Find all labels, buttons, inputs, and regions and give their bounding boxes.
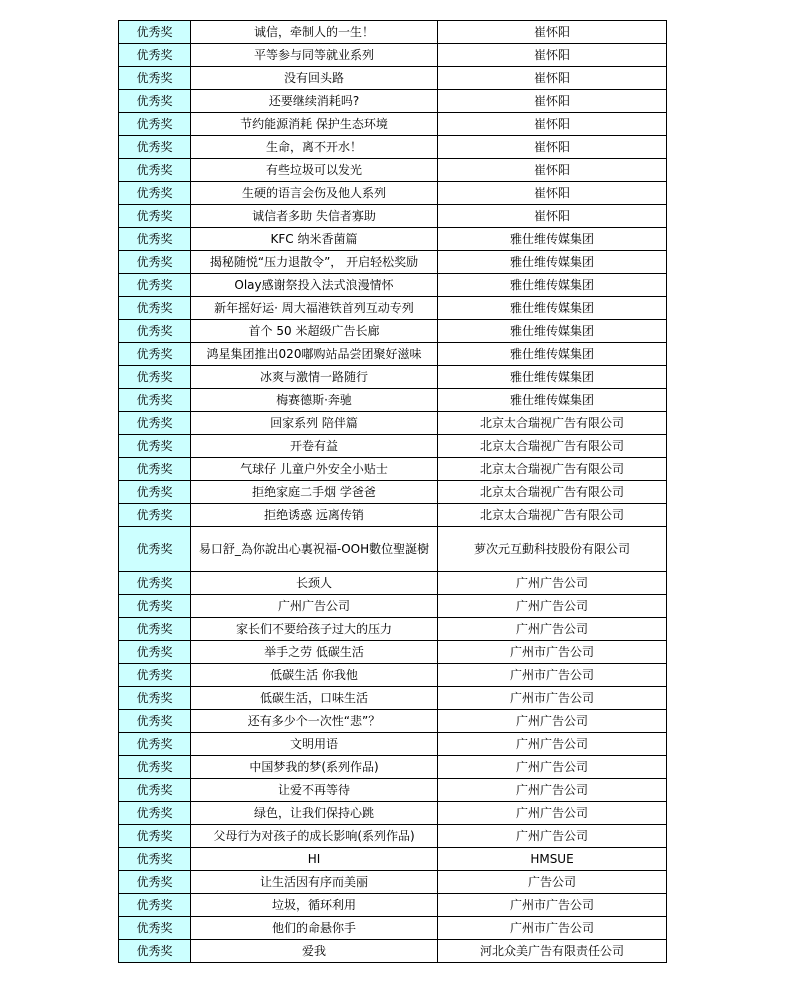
table-row	[119, 802, 667, 825]
company-cell: 雅仕维传媒集团	[438, 251, 667, 274]
table-row	[119, 228, 667, 251]
award-cell: 优秀奖	[119, 825, 191, 848]
award-cell: 优秀奖	[119, 871, 191, 894]
table-row	[119, 871, 667, 894]
work-title-cell: 绿色，让我们保持心跳	[191, 802, 438, 825]
table-row	[119, 894, 667, 917]
work-title-cell: 拒绝家庭二手烟 学爸爸	[191, 481, 438, 504]
company-cell: 河北众美广告有限责任公司	[438, 940, 667, 963]
company-cell: 广州广告公司	[438, 779, 667, 802]
work-title-cell: 揭秘随悦“压力退散令”， 开启轻松奖励	[191, 251, 438, 274]
company-cell: 广告公司	[438, 871, 667, 894]
work-title-cell: 平等参与同等就业系列	[191, 44, 438, 67]
work-title-cell: Olay感谢祭投入法式浪漫情怀	[191, 274, 438, 297]
award-cell: 优秀奖	[119, 894, 191, 917]
company-cell: 北京太合瑞视广告有限公司	[438, 481, 667, 504]
company-cell: 北京太合瑞视广告有限公司	[438, 435, 667, 458]
table-row	[119, 159, 667, 182]
award-cell: 优秀奖	[119, 90, 191, 113]
award-cell: 优秀奖	[119, 366, 191, 389]
work-title-cell: 还要继续消耗吗?	[191, 90, 438, 113]
company-cell: 崔怀阳	[438, 182, 667, 205]
award-cell: 优秀奖	[119, 940, 191, 963]
awards-table	[118, 20, 667, 963]
work-title-cell: 举手之劳 低碳生活	[191, 641, 438, 664]
table-row	[119, 481, 667, 504]
table-row	[119, 618, 667, 641]
company-cell: 广州广告公司	[438, 618, 667, 641]
table-row	[119, 756, 667, 779]
company-cell: 广州广告公司	[438, 733, 667, 756]
company-cell: 广州市广告公司	[438, 687, 667, 710]
work-title-cell: 没有回头路	[191, 67, 438, 90]
company-cell: 北京太合瑞视广告有限公司	[438, 504, 667, 527]
table-row	[119, 710, 667, 733]
table-row	[119, 136, 667, 159]
table-row	[119, 733, 667, 756]
work-title-cell: 中国梦我的梦(系列作品)	[191, 756, 438, 779]
award-cell: 优秀奖	[119, 136, 191, 159]
work-title-cell: 节约能源消耗 保护生态环境	[191, 113, 438, 136]
work-title-cell: 诚信者多助 失信者寡助	[191, 205, 438, 228]
company-cell: 崔怀阳	[438, 159, 667, 182]
company-cell: 崔怀阳	[438, 21, 667, 44]
work-title-cell: 广州广告公司	[191, 595, 438, 618]
table-row	[119, 389, 667, 412]
work-title-cell: 冰爽与激情一路随行	[191, 366, 438, 389]
company-cell: 广州广告公司	[438, 825, 667, 848]
award-cell: 优秀奖	[119, 159, 191, 182]
table-row	[119, 825, 667, 848]
company-cell: 崔怀阳	[438, 205, 667, 228]
table-row	[119, 458, 667, 481]
award-cell: 优秀奖	[119, 710, 191, 733]
award-cell: 优秀奖	[119, 481, 191, 504]
table-row	[119, 67, 667, 90]
work-title-cell: 开卷有益	[191, 435, 438, 458]
award-cell: 优秀奖	[119, 228, 191, 251]
table-row	[119, 297, 667, 320]
table-row	[119, 572, 667, 595]
work-title-cell: 生硬的语言会伤及他人系列	[191, 182, 438, 205]
award-cell: 优秀奖	[119, 664, 191, 687]
table-row	[119, 527, 667, 572]
company-cell: 雅仕维传媒集团	[438, 389, 667, 412]
award-cell: 优秀奖	[119, 21, 191, 44]
award-cell: 优秀奖	[119, 113, 191, 136]
award-cell: 优秀奖	[119, 412, 191, 435]
table-row	[119, 848, 667, 871]
award-cell: 优秀奖	[119, 182, 191, 205]
company-cell: 崔怀阳	[438, 44, 667, 67]
table-row	[119, 940, 667, 963]
award-cell: 优秀奖	[119, 251, 191, 274]
company-cell: 雅仕维传媒集团	[438, 297, 667, 320]
company-cell: 雅仕维传媒集团	[438, 274, 667, 297]
award-cell: 优秀奖	[119, 779, 191, 802]
award-cell: 优秀奖	[119, 802, 191, 825]
award-cell: 优秀奖	[119, 618, 191, 641]
awards-table-body	[119, 21, 667, 963]
table-row	[119, 366, 667, 389]
company-cell: 雅仕维传媒集团	[438, 320, 667, 343]
table-row	[119, 664, 667, 687]
award-cell: 优秀奖	[119, 389, 191, 412]
award-cell: 优秀奖	[119, 572, 191, 595]
table-row	[119, 412, 667, 435]
company-cell: 雅仕维传媒集团	[438, 343, 667, 366]
company-cell: 广州广告公司	[438, 572, 667, 595]
company-cell: 广州广告公司	[438, 756, 667, 779]
award-cell: 优秀奖	[119, 917, 191, 940]
work-title-cell: 他们的命悬你手	[191, 917, 438, 940]
work-title-cell: 低碳生活，口味生活	[191, 687, 438, 710]
company-cell: 崔怀阳	[438, 136, 667, 159]
award-cell: 优秀奖	[119, 44, 191, 67]
table-row	[119, 90, 667, 113]
award-cell: 优秀奖	[119, 297, 191, 320]
company-cell: 广州广告公司	[438, 710, 667, 733]
work-title-cell: HI	[191, 848, 438, 871]
work-title-cell: 让生活因有序而美丽	[191, 871, 438, 894]
table-row	[119, 21, 667, 44]
table-row	[119, 779, 667, 802]
award-cell: 优秀奖	[119, 848, 191, 871]
company-cell: 广州广告公司	[438, 802, 667, 825]
award-cell: 优秀奖	[119, 435, 191, 458]
award-cell: 优秀奖	[119, 67, 191, 90]
work-title-cell: 长颈人	[191, 572, 438, 595]
award-cell: 优秀奖	[119, 274, 191, 297]
table-row	[119, 320, 667, 343]
table-row	[119, 504, 667, 527]
company-cell: 广州市广告公司	[438, 917, 667, 940]
work-title-cell: KFC 纳米香菌篇	[191, 228, 438, 251]
company-cell: 北京太合瑞视广告有限公司	[438, 412, 667, 435]
award-cell: 优秀奖	[119, 205, 191, 228]
company-cell: 崔怀阳	[438, 67, 667, 90]
work-title-cell: 诚信，牵制人的一生！	[191, 21, 438, 44]
award-cell: 优秀奖	[119, 343, 191, 366]
company-cell: 萝次元互動科技股份有限公司	[438, 527, 667, 572]
work-title-cell: 还有多少个一次性“悲”？	[191, 710, 438, 733]
company-cell: HMSUE	[438, 848, 667, 871]
company-cell: 雅仕维传媒集团	[438, 228, 667, 251]
work-title-cell: 梅赛德斯·奔驰	[191, 389, 438, 412]
company-cell: 广州广告公司	[438, 595, 667, 618]
company-cell: 崔怀阳	[438, 113, 667, 136]
table-row	[119, 641, 667, 664]
company-cell: 广州市广告公司	[438, 641, 667, 664]
table-row	[119, 435, 667, 458]
table-row	[119, 44, 667, 67]
award-cell: 优秀奖	[119, 527, 191, 572]
company-cell: 广州市广告公司	[438, 894, 667, 917]
work-title-cell: 生命，离不开水！	[191, 136, 438, 159]
work-title-cell: 新年摇好运· 周大福港铁首列互动专列	[191, 297, 438, 320]
company-cell: 雅仕维传媒集团	[438, 366, 667, 389]
award-cell: 优秀奖	[119, 733, 191, 756]
company-cell: 崔怀阳	[438, 90, 667, 113]
table-row	[119, 595, 667, 618]
table-row	[119, 113, 667, 136]
table-row	[119, 687, 667, 710]
work-title-cell: 垃圾，循环利用	[191, 894, 438, 917]
work-title-cell: 易口舒_為你說出心裏祝福-OOH數位聖誕樹	[191, 527, 438, 572]
award-cell: 优秀奖	[119, 595, 191, 618]
award-cell: 优秀奖	[119, 641, 191, 664]
award-cell: 优秀奖	[119, 458, 191, 481]
work-title-cell: 气球仔 儿童户外安全小贴士	[191, 458, 438, 481]
award-cell: 优秀奖	[119, 687, 191, 710]
work-title-cell: 首个 50 米超级广告长廊	[191, 320, 438, 343]
table-row	[119, 917, 667, 940]
work-title-cell: 让爱不再等待	[191, 779, 438, 802]
work-title-cell: 父母行为对孩子的成长影响(系列作品)	[191, 825, 438, 848]
company-cell: 广州市广告公司	[438, 664, 667, 687]
work-title-cell: 家长们不要给孩子过大的压力	[191, 618, 438, 641]
table-row	[119, 274, 667, 297]
company-cell: 北京太合瑞视广告有限公司	[438, 458, 667, 481]
work-title-cell: 鸿星集团推出020嘟购站品尝团聚好滋味	[191, 343, 438, 366]
award-cell: 优秀奖	[119, 320, 191, 343]
table-row	[119, 182, 667, 205]
award-cell: 优秀奖	[119, 504, 191, 527]
work-title-cell: 有些垃圾可以发光	[191, 159, 438, 182]
award-cell: 优秀奖	[119, 756, 191, 779]
work-title-cell: 爱我	[191, 940, 438, 963]
table-row	[119, 343, 667, 366]
work-title-cell: 低碳生活 你我他	[191, 664, 438, 687]
work-title-cell: 回家系列 陪伴篇	[191, 412, 438, 435]
work-title-cell: 文明用语	[191, 733, 438, 756]
table-row	[119, 205, 667, 228]
work-title-cell: 拒绝诱惑 远离传销	[191, 504, 438, 527]
table-row	[119, 251, 667, 274]
